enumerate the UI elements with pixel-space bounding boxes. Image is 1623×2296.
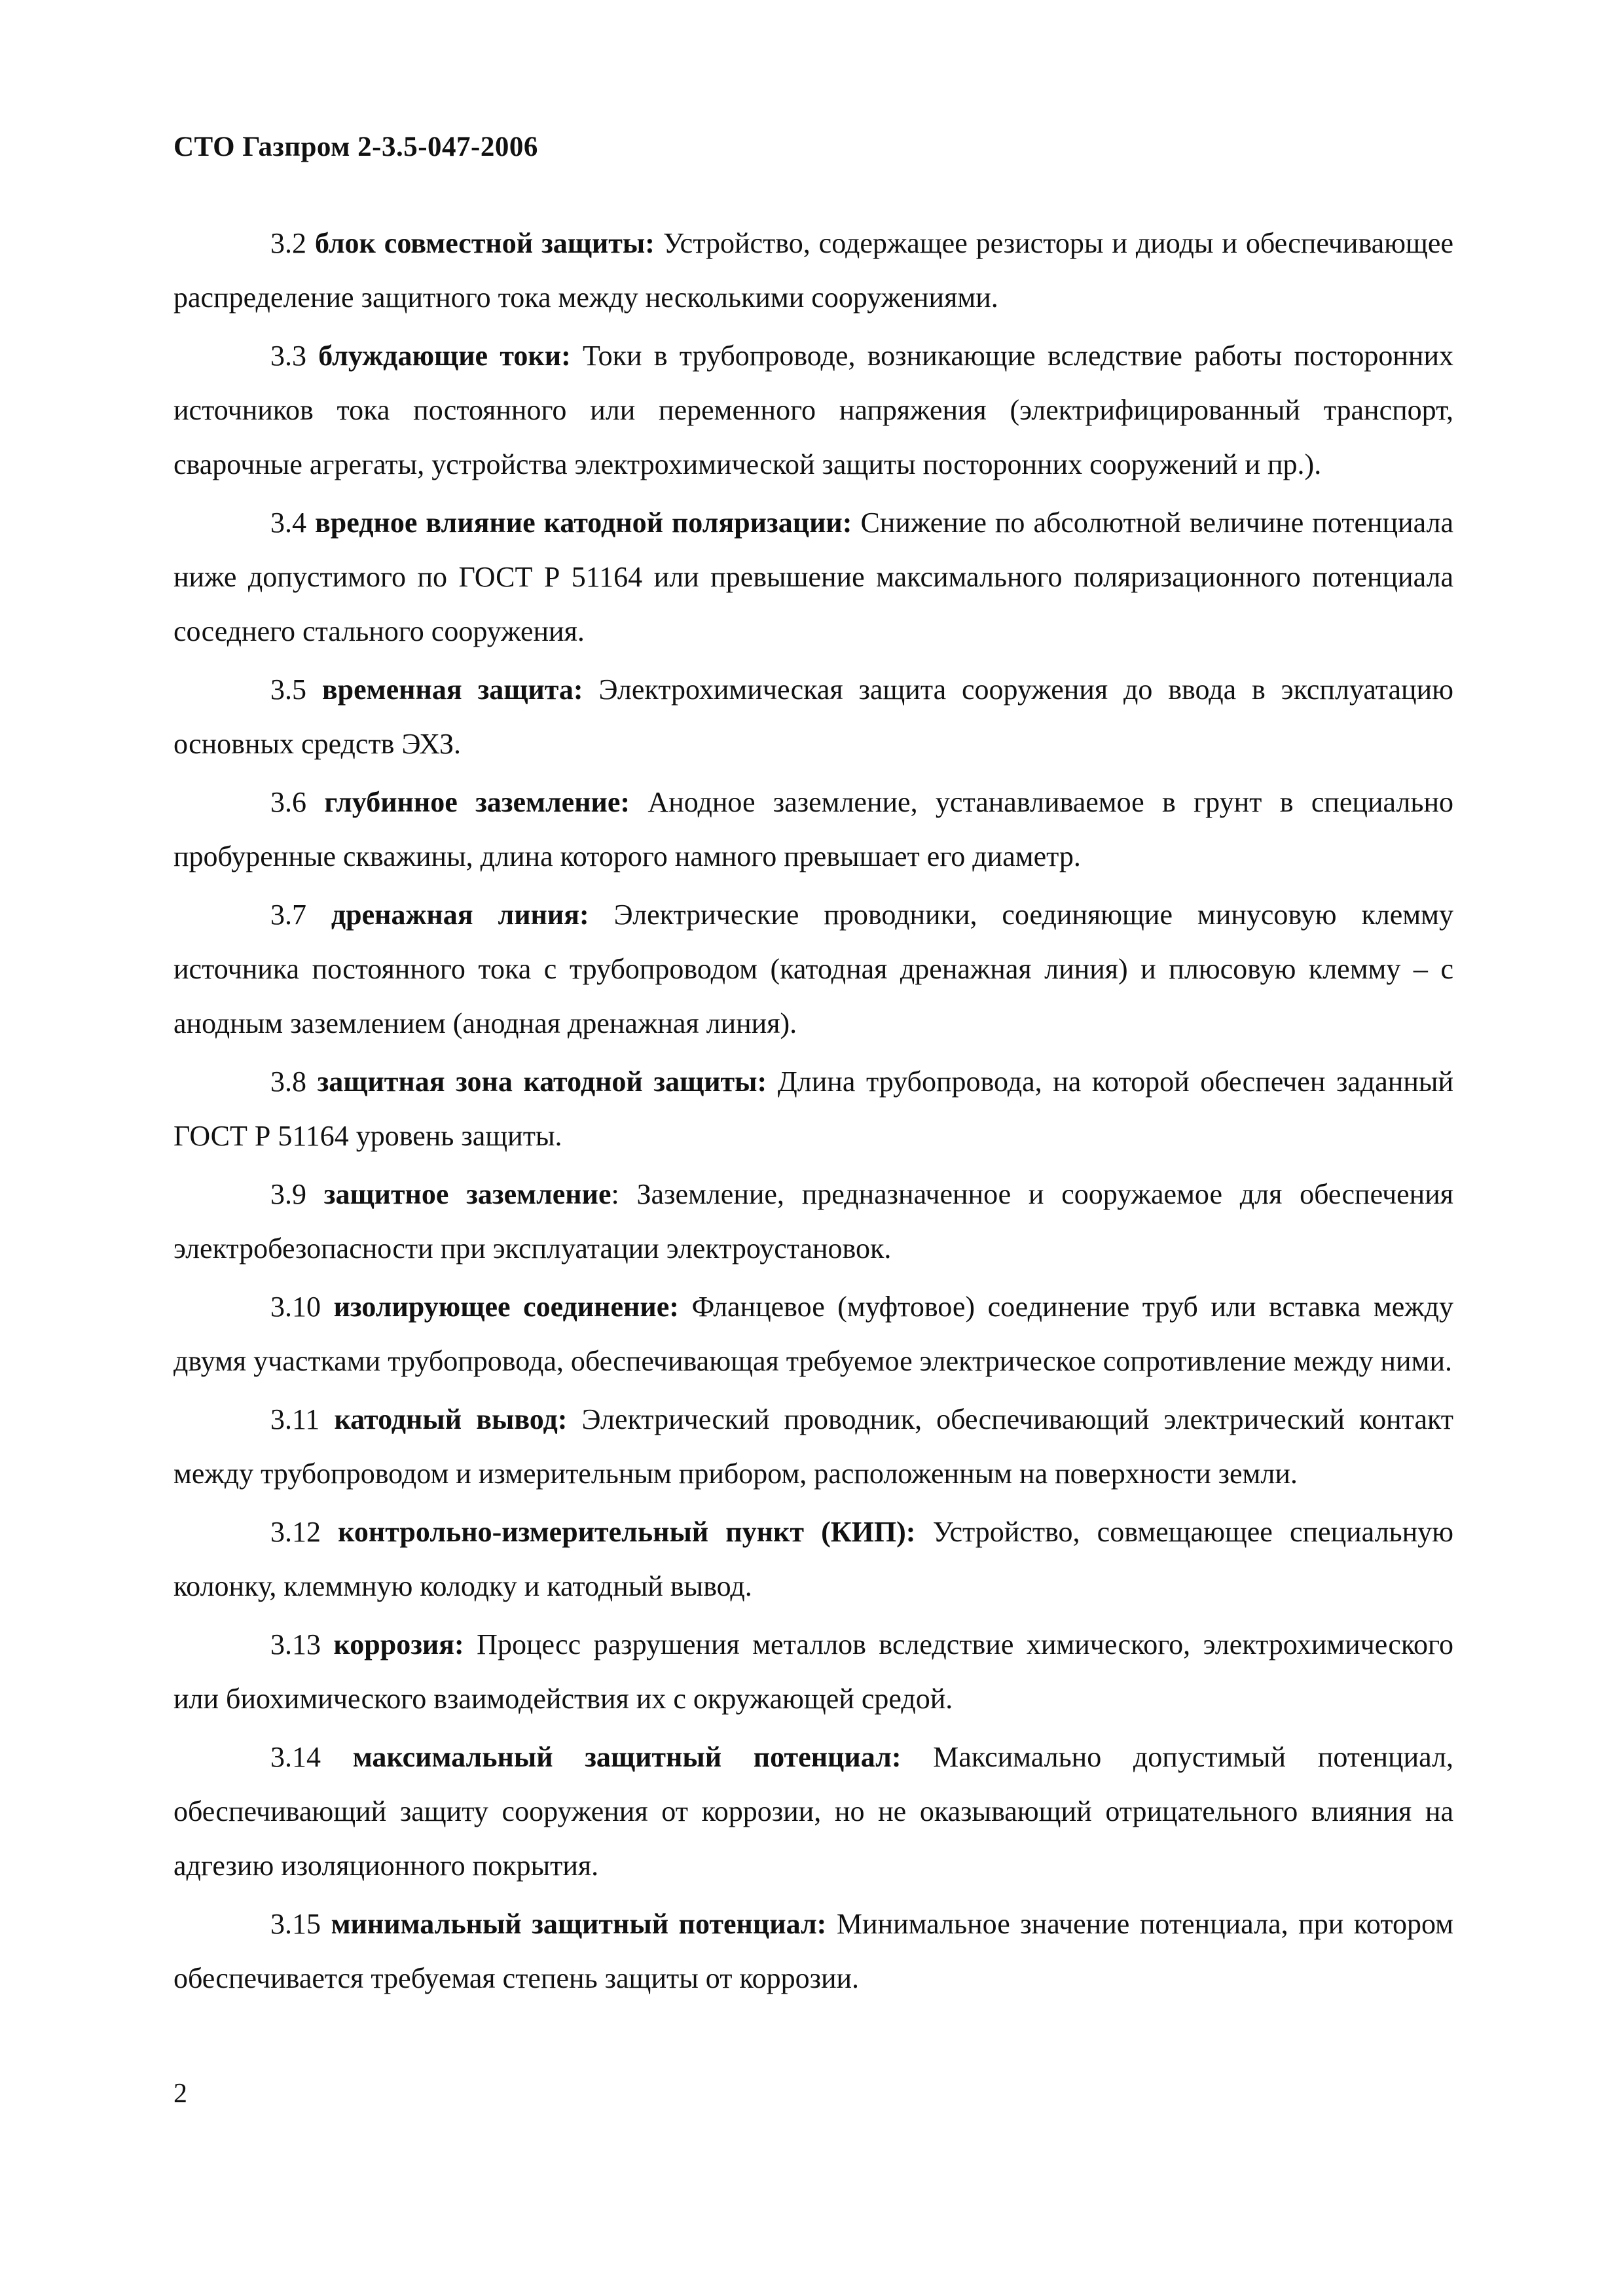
entry-number: 3.4 (270, 507, 306, 539)
definition-entry (173, 1280, 1453, 1388)
entry-definition: Длина трубопровода, на которой обеспечен заданный ГОСТ Р 51164 уровень защиты. (173, 1066, 1453, 1152)
entry-number: 3.15 (270, 1908, 321, 1940)
entry-term: дренажная линия: (331, 899, 589, 931)
entry-definition: Процесс разрушения металлов вследствие химического, электрохимического или биохимического взаимодействия их с окружающей средой. (173, 1628, 1454, 1715)
entry-definition: Электрический проводник, обеспечивающий электрический контакт между трубопроводом и измерительным прибором, расположенным на поверхности земли. (173, 1403, 1454, 1490)
entry-number: 3.8 (270, 1066, 306, 1098)
entry-number: 3.11 (270, 1403, 320, 1435)
entry-term: катодный вывод: (334, 1403, 568, 1435)
entry-number: 3.5 (270, 673, 306, 706)
entry-definition: Устройство, содержащее резисторы и диоды и обеспечивающее распределение защитного тока между несколькими сооружениями. (173, 227, 1453, 314)
entry-definition: Устройство, совмещающее специальную колонку, клеммную колодку и катодный вывод. (173, 1516, 1454, 1602)
entry-number: 3.13 (270, 1628, 321, 1660)
definition-entry (173, 1617, 1453, 1726)
entry-number: 3.14 (270, 1741, 321, 1773)
entry-definition: Максимально допустимый потенциал, обеспечивающий защиту сооружения от коррозии, но не оказывающий отрицательного влияния на адгезию изоляционного покрытия. (173, 1741, 1454, 1882)
entry-definition: Минимальное значение потенциала, при котором обеспечивается требуемая степень защиты от коррозии. (173, 1908, 1454, 1994)
definition-entry (173, 888, 1453, 1050)
entry-term: минимальный защитный потенциал: (331, 1908, 827, 1940)
entry-number: 3.2 (270, 227, 306, 259)
entry-term: блуждающие токи: (318, 340, 571, 372)
definition-entry (173, 1054, 1453, 1163)
entry-number: 3.3 (270, 340, 306, 372)
entry-definition: Снижение по абсолютной величине потенциала ниже допустимого по ГОСТ Р 51164 или превышение максимального поляризационного потенциала соседнего стального сооружения. (173, 507, 1454, 647)
page-number: 2 (173, 2079, 187, 2109)
document-code-header: СТО Газпром 2-3.5-047-2006 (173, 132, 538, 162)
entry-term: вредное влияние катодной поляризации: (315, 507, 852, 539)
entry-term: блок совместной защиты: (314, 227, 655, 259)
definition-entry (173, 216, 1453, 325)
entry-number: 3.9 (270, 1178, 306, 1210)
entry-definition: Электрохимическая защита сооружения до ввода в эксплуатацию основных средств ЭХЗ. (173, 673, 1453, 760)
definitions-list (173, 216, 1453, 2009)
entry-term: защитное заземление (323, 1178, 611, 1210)
entry-definition: Фланцевое (муфтовое) соединение труб или вставка между двумя участками трубопровода, обеспечивающая требуемое электрическое сопротивление между ними. (173, 1291, 1454, 1377)
definition-entry (173, 775, 1453, 884)
entry-definition: : Заземление, предназначенное и сооружаемое для обеспечения электробезопасности при эксплуатации электроустановок. (173, 1178, 1454, 1265)
definition-entry (173, 1897, 1453, 2005)
entry-number: 3.7 (270, 899, 306, 931)
entry-term: контрольно-измерительный пункт (КИП): (338, 1516, 916, 1548)
entry-term: защитная зона катодной защиты: (317, 1066, 767, 1098)
definition-entry (173, 1167, 1453, 1276)
entry-term: коррозия: (333, 1628, 464, 1660)
definition-entry (173, 1392, 1453, 1501)
definition-entry (173, 1505, 1453, 1613)
entry-definition: Анодное заземление, устанавливаемое в грунт в специально пробуренные скважины, длина которого намного превышает его диаметр. (173, 786, 1454, 872)
entry-definition: Электрические проводники, соединяющие минусовую клемму источника постоянного тока с трубопроводом (катодная дренажная линия) и плюсовую клемму – с анодным заземлением (анодная дренажная линия). (173, 899, 1453, 1039)
definition-entry (173, 495, 1453, 658)
definition-entry (173, 662, 1453, 771)
definition-entry (173, 1730, 1453, 1893)
entry-definition: Токи в трубопроводе, возникающие вследствие работы посторонних источников тока постоянного или переменного напряжения (электрифицированный транспорт, сварочные агрегаты, устройства электрохимической защиты посторонних сооружений и пр.). (173, 340, 1454, 480)
entry-term: временная защита: (321, 673, 583, 706)
entry-term: изолирующее соединение: (333, 1291, 679, 1323)
entry-number: 3.6 (270, 786, 306, 818)
entry-term: глубинное заземление: (324, 786, 630, 818)
entry-term: максимальный защитный потенциал: (352, 1741, 902, 1773)
definition-entry (173, 329, 1453, 492)
entry-number: 3.12 (270, 1516, 321, 1548)
entry-number: 3.10 (270, 1291, 321, 1323)
